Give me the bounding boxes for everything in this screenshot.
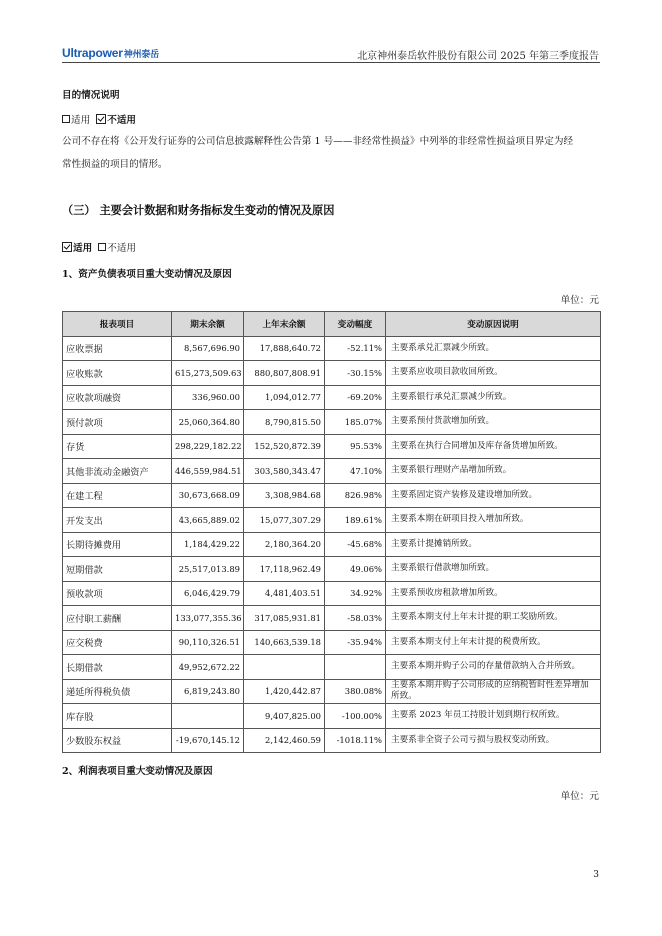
paragraph-line-2: 常性损益的项目的情形。 bbox=[62, 159, 168, 170]
cell-item: 预付款项 bbox=[63, 410, 172, 435]
table-header-row bbox=[63, 312, 601, 337]
cell-change-pct: -1018.11% bbox=[325, 728, 386, 753]
cell-item: 长期借款 bbox=[63, 655, 172, 680]
cell-item: 库存股 bbox=[63, 704, 172, 729]
cell-change-pct: -30.15% bbox=[325, 361, 386, 386]
logo-text: Ultrapower bbox=[62, 46, 123, 60]
table-row bbox=[63, 557, 601, 582]
cell-period-end: -19,670,145.12 bbox=[172, 728, 244, 753]
cell-item: 少数股东权益 bbox=[63, 728, 172, 753]
cell-period-end: 1,184,429.22 bbox=[172, 532, 244, 557]
cell-item: 应付职工薪酬 bbox=[63, 606, 172, 631]
cell-period-end: 8,567,696.90 bbox=[172, 336, 244, 361]
table-row bbox=[63, 483, 601, 508]
cell-reason: 主要系承兑汇票减少所致。 bbox=[386, 336, 601, 361]
table-row bbox=[63, 434, 601, 459]
applicability-line bbox=[62, 112, 136, 126]
unchecked-box-icon bbox=[98, 243, 106, 251]
cell-prior-year-end: 17,118,962.49 bbox=[244, 557, 325, 582]
cell-item: 在建工程 bbox=[63, 483, 172, 508]
cell-change-pct: 380.08% bbox=[325, 679, 386, 704]
cell-change-pct bbox=[325, 655, 386, 680]
cell-prior-year-end: 2,180,364.20 bbox=[244, 532, 325, 557]
cell-change-pct: -45.68% bbox=[325, 532, 386, 557]
checked-box-icon bbox=[96, 114, 106, 124]
col-header-period-end: 期末余额 bbox=[172, 312, 244, 337]
explanation-paragraph bbox=[62, 130, 600, 176]
cell-change-pct: -35.94% bbox=[325, 630, 386, 655]
applicable-label: 适用 bbox=[71, 115, 91, 126]
applicability-line-2 bbox=[62, 240, 136, 254]
cell-prior-year-end: 317,085,931.81 bbox=[244, 606, 325, 631]
cell-reason: 主要系应收项目款收回所致。 bbox=[386, 361, 601, 386]
cell-prior-year-end bbox=[244, 655, 325, 680]
section-heading: 目的情况说明 bbox=[62, 90, 120, 101]
cell-reason: 主要系银行借款增加所致。 bbox=[386, 557, 601, 582]
report-header-title: 北京神州泰岳软件股份有限公司 2025 年第三季度报告 bbox=[357, 51, 599, 62]
cell-reason: 主要系本期在研项目投入增加所致。 bbox=[386, 508, 601, 533]
cell-period-end: 615,273,509.63 bbox=[172, 361, 244, 386]
cell-reason: 主要系非全资子公司亏损与股权变动所致。 bbox=[386, 728, 601, 753]
balance-sheet-subheading: 1、资产负债表项目重大变动情况及原因 bbox=[62, 269, 232, 280]
page-number: 3 bbox=[593, 870, 599, 880]
table-row bbox=[63, 361, 601, 386]
cell-change-pct: -100.00% bbox=[325, 704, 386, 729]
cell-change-pct: 47.10% bbox=[325, 459, 386, 484]
cell-prior-year-end: 1,420,442.87 bbox=[244, 679, 325, 704]
cell-prior-year-end: 3,308,984.68 bbox=[244, 483, 325, 508]
cell-reason: 主要系本期并购子公司的存量借款纳入合并所致。 bbox=[386, 655, 601, 680]
cell-prior-year-end: 4,481,403.51 bbox=[244, 581, 325, 606]
table-row bbox=[63, 508, 601, 533]
cell-change-pct: 189.61% bbox=[325, 508, 386, 533]
cell-item: 应收款项融资 bbox=[63, 385, 172, 410]
cell-period-end: 25,517,013.89 bbox=[172, 557, 244, 582]
cell-prior-year-end: 9,407,825.00 bbox=[244, 704, 325, 729]
applicable-label: 适用 bbox=[73, 243, 93, 254]
cell-period-end: 6,046,429.79 bbox=[172, 581, 244, 606]
table-row bbox=[63, 655, 601, 680]
cell-reason: 主要系固定资产装修及建设增加所致。 bbox=[386, 483, 601, 508]
unit-label-2: 单位：元 bbox=[560, 791, 599, 802]
cell-reason: 主要系银行理财产品增加所致。 bbox=[386, 459, 601, 484]
cell-change-pct: 185.07% bbox=[325, 410, 386, 435]
col-header-prior-year-end: 上年末余额 bbox=[244, 312, 325, 337]
table-row bbox=[63, 606, 601, 631]
cell-period-end: 446,559,984.51 bbox=[172, 459, 244, 484]
cell-change-pct: 95.53% bbox=[325, 434, 386, 459]
col-header-reason: 变动原因说明 bbox=[386, 312, 601, 337]
cell-prior-year-end: 880,807,808.91 bbox=[244, 361, 325, 386]
cell-period-end: 43,665,889.02 bbox=[172, 508, 244, 533]
table-row bbox=[63, 581, 601, 606]
cell-change-pct: 49.06% bbox=[325, 557, 386, 582]
col-header-change-pct: 变动幅度 bbox=[325, 312, 386, 337]
table-row bbox=[63, 728, 601, 753]
cell-change-pct: -69.20% bbox=[325, 385, 386, 410]
cell-period-end: 90,110,326.51 bbox=[172, 630, 244, 655]
table-row bbox=[63, 630, 601, 655]
cell-reason: 主要系预付货款增加所致。 bbox=[386, 410, 601, 435]
company-logo bbox=[62, 46, 159, 60]
cell-item: 存货 bbox=[63, 434, 172, 459]
cell-item: 应收票据 bbox=[63, 336, 172, 361]
cell-change-pct: -52.11% bbox=[325, 336, 386, 361]
logo-cn-text: 神州泰岳 bbox=[123, 49, 159, 59]
cell-reason: 主要系本期支付上年末计提的职工奖励所致。 bbox=[386, 606, 601, 631]
cell-item: 开发支出 bbox=[63, 508, 172, 533]
table-row bbox=[63, 410, 601, 435]
cell-reason: 主要系计提摊销所致。 bbox=[386, 532, 601, 557]
unchecked-box-icon bbox=[62, 115, 70, 123]
cell-period-end bbox=[172, 704, 244, 729]
income-statement-subheading: 2、利润表项目重大变动情况及原因 bbox=[62, 766, 213, 777]
unit-label: 单位：元 bbox=[560, 295, 599, 306]
not-applicable-label: 不适用 bbox=[107, 243, 137, 254]
table-row bbox=[63, 385, 601, 410]
table-row bbox=[63, 704, 601, 729]
cell-period-end: 6,819,243.80 bbox=[172, 679, 244, 704]
cell-prior-year-end: 303,580,343.47 bbox=[244, 459, 325, 484]
table-row bbox=[63, 336, 601, 361]
table-row bbox=[63, 532, 601, 557]
section-3-heading: （三） 主要会计数据和财务指标发生变动的情况及原因 bbox=[62, 203, 335, 217]
cell-prior-year-end: 15,077,307.29 bbox=[244, 508, 325, 533]
cell-item: 预收款项 bbox=[63, 581, 172, 606]
not-applicable-label: 不适用 bbox=[107, 115, 137, 126]
cell-change-pct: -58.03% bbox=[325, 606, 386, 631]
cell-prior-year-end: 17,888,640.72 bbox=[244, 336, 325, 361]
table-row bbox=[63, 459, 601, 484]
cell-period-end: 25,060,364.80 bbox=[172, 410, 244, 435]
cell-period-end: 298,229,182.22 bbox=[172, 434, 244, 459]
cell-prior-year-end: 8,790,815.50 bbox=[244, 410, 325, 435]
cell-item: 其他非流动金融资产 bbox=[63, 459, 172, 484]
cell-prior-year-end: 140,663,539.18 bbox=[244, 630, 325, 655]
cell-period-end: 336,960.00 bbox=[172, 385, 244, 410]
cell-reason: 主要系预收房租款增加所致。 bbox=[386, 581, 601, 606]
cell-reason: 主要系本期支付上年末计提的税费所致。 bbox=[386, 630, 601, 655]
table-row bbox=[63, 679, 601, 704]
cell-item: 递延所得税负债 bbox=[63, 679, 172, 704]
col-header-item: 报表项目 bbox=[63, 312, 172, 337]
cell-reason: 主要系银行承兑汇票减少所致。 bbox=[386, 385, 601, 410]
cell-item: 长期待摊费用 bbox=[63, 532, 172, 557]
cell-item: 短期借款 bbox=[63, 557, 172, 582]
cell-change-pct: 34.92% bbox=[325, 581, 386, 606]
cell-prior-year-end: 152,520,872.39 bbox=[244, 434, 325, 459]
balance-sheet-changes-table bbox=[62, 311, 601, 753]
header-divider bbox=[62, 62, 600, 63]
cell-item: 应交税费 bbox=[63, 630, 172, 655]
cell-prior-year-end: 2,142,460.59 bbox=[244, 728, 325, 753]
cell-period-end: 30,673,668.09 bbox=[172, 483, 244, 508]
checked-box-icon bbox=[62, 242, 72, 252]
cell-reason: 主要系本期并购子公司形成的应纳税暂时性差异增加所致。 bbox=[386, 679, 601, 704]
cell-change-pct: 826.98% bbox=[325, 483, 386, 508]
cell-reason: 主要系 2023 年员工持股计划到期行权所致。 bbox=[386, 704, 601, 729]
cell-reason: 主要系在执行合同增加及库存备货增加所致。 bbox=[386, 434, 601, 459]
cell-period-end: 133,077,355.36 bbox=[172, 606, 244, 631]
cell-item: 应收账款 bbox=[63, 361, 172, 386]
cell-prior-year-end: 1,094,012.77 bbox=[244, 385, 325, 410]
paragraph-line-1: 公司不存在将《公开发行证券的公司信息披露解释性公告第 1 号——非经常性损益》中列举的非经常性损益项目界定为经 bbox=[62, 136, 574, 147]
cell-period-end: 49,952,672.22 bbox=[172, 655, 244, 680]
